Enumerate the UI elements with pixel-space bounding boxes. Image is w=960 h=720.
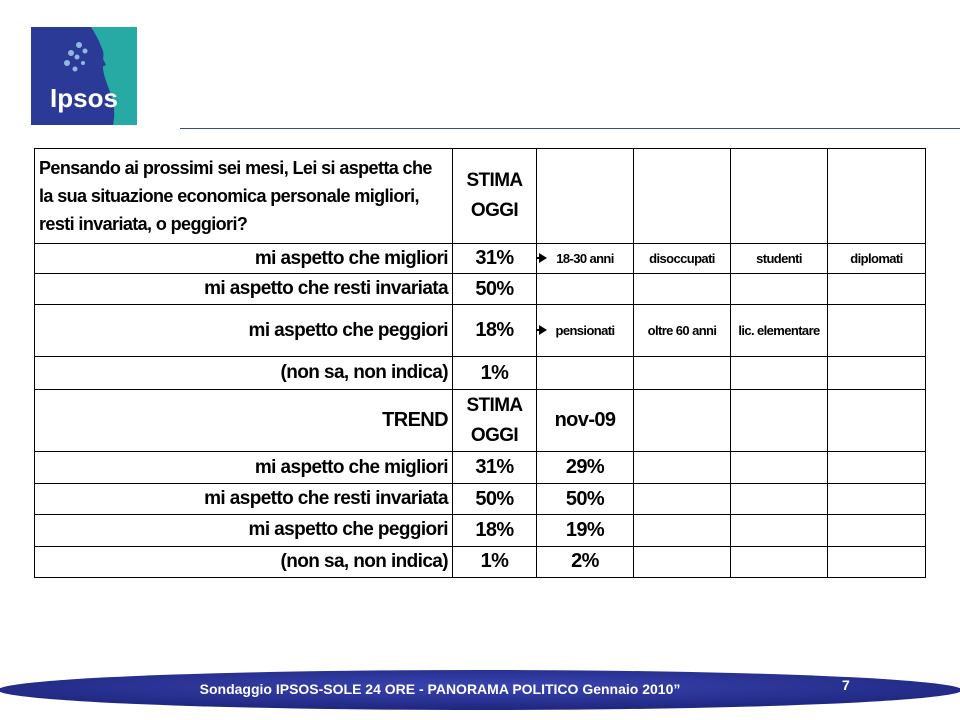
segment-cell xyxy=(537,304,634,357)
row-value: 1% xyxy=(453,357,537,389)
row-value: 50% xyxy=(453,274,537,304)
segment-label xyxy=(537,357,634,389)
survey-table xyxy=(34,148,926,578)
header-rule xyxy=(180,128,960,129)
trend-label: mi aspetto che peggiori xyxy=(35,515,453,546)
segment-label xyxy=(537,274,634,304)
trend-oggi: 50% xyxy=(453,483,537,514)
trend-label: mi aspetto che migliori xyxy=(35,452,453,483)
trend-row xyxy=(35,546,926,577)
table-row xyxy=(35,357,926,389)
trend-oggi: 18% xyxy=(453,515,537,546)
empty-cell xyxy=(828,389,926,452)
empty-cell xyxy=(634,149,731,244)
ipsos-logo-icon xyxy=(31,27,137,125)
arrow-right-icon xyxy=(537,324,548,336)
trend-oggi: 31% xyxy=(453,452,537,483)
table-row xyxy=(35,274,926,304)
trend-nov: 2% xyxy=(537,546,634,577)
trend-oggi: 1% xyxy=(453,546,537,577)
row-label: mi aspetto che resti invariata xyxy=(35,274,453,304)
trend-stima-header: STIMA OGGI xyxy=(453,389,537,452)
ipsos-logo xyxy=(31,27,137,125)
empty-cell xyxy=(634,515,731,546)
empty-cell xyxy=(828,515,926,546)
segment-label: 18-30 anni xyxy=(556,251,614,267)
empty-cell xyxy=(731,452,828,483)
empty-cell xyxy=(731,389,828,452)
empty-cell xyxy=(537,149,634,244)
trend-nov-header: nov-09 xyxy=(537,389,634,452)
segment-label: studenti xyxy=(731,244,828,274)
segment-label: oltre 60 anni xyxy=(634,304,731,357)
question-row xyxy=(35,149,926,244)
row-value: 31% xyxy=(453,244,537,274)
trend-label: (non sa, non indica) xyxy=(35,546,453,577)
trend-row xyxy=(35,483,926,514)
segment-label: disoccupati xyxy=(634,244,731,274)
row-label: (non sa, non indica) xyxy=(35,357,453,389)
logo-text: Ipsos xyxy=(50,83,118,113)
segment-label xyxy=(828,274,926,304)
trend-title: TREND xyxy=(35,389,453,452)
segment-cell xyxy=(537,244,634,274)
trend-row xyxy=(35,452,926,483)
empty-cell xyxy=(828,149,926,244)
trend-label: mi aspetto che resti invariata xyxy=(35,483,453,514)
empty-cell xyxy=(634,483,731,514)
segment-label xyxy=(634,357,731,389)
row-label: mi aspetto che peggiori xyxy=(35,304,453,357)
segment-label: pensionati xyxy=(555,323,615,339)
segment-label xyxy=(828,357,926,389)
empty-cell xyxy=(634,546,731,577)
question-text: Pensando ai prossimi sei mesi, Lei si aspetta che la sua situazione economica personale migliori, resti invariata, o peggiori? xyxy=(35,149,453,244)
footer-text: Sondaggio IPSOS-SOLE 24 ORE - PANORAMA POLITICO Gennaio 2010” xyxy=(199,681,681,697)
segment-label xyxy=(634,274,731,304)
row-value: 18% xyxy=(453,304,537,357)
segment-label: diplomati xyxy=(828,244,926,274)
page-number: 7 xyxy=(842,677,850,693)
segment-label xyxy=(828,304,926,357)
trend-nov: 19% xyxy=(537,515,634,546)
empty-cell xyxy=(731,515,828,546)
trend-nov: 50% xyxy=(537,483,634,514)
table-row xyxy=(35,244,926,274)
trend-header-row xyxy=(35,389,926,452)
empty-cell xyxy=(828,483,926,514)
segment-label xyxy=(731,274,828,304)
trend-row xyxy=(35,515,926,546)
empty-cell xyxy=(731,483,828,514)
row-label: mi aspetto che migliori xyxy=(35,244,453,274)
stima-header: STIMA OGGI xyxy=(453,149,537,244)
empty-cell xyxy=(828,546,926,577)
empty-cell xyxy=(634,452,731,483)
trend-nov: 29% xyxy=(537,452,634,483)
empty-cell xyxy=(634,389,731,452)
segment-label xyxy=(731,357,828,389)
empty-cell xyxy=(731,546,828,577)
empty-cell xyxy=(828,452,926,483)
arrow-right-icon xyxy=(537,252,548,264)
segment-label: lic. elementare xyxy=(731,304,828,357)
table-row xyxy=(35,304,926,357)
empty-cell xyxy=(731,149,828,244)
